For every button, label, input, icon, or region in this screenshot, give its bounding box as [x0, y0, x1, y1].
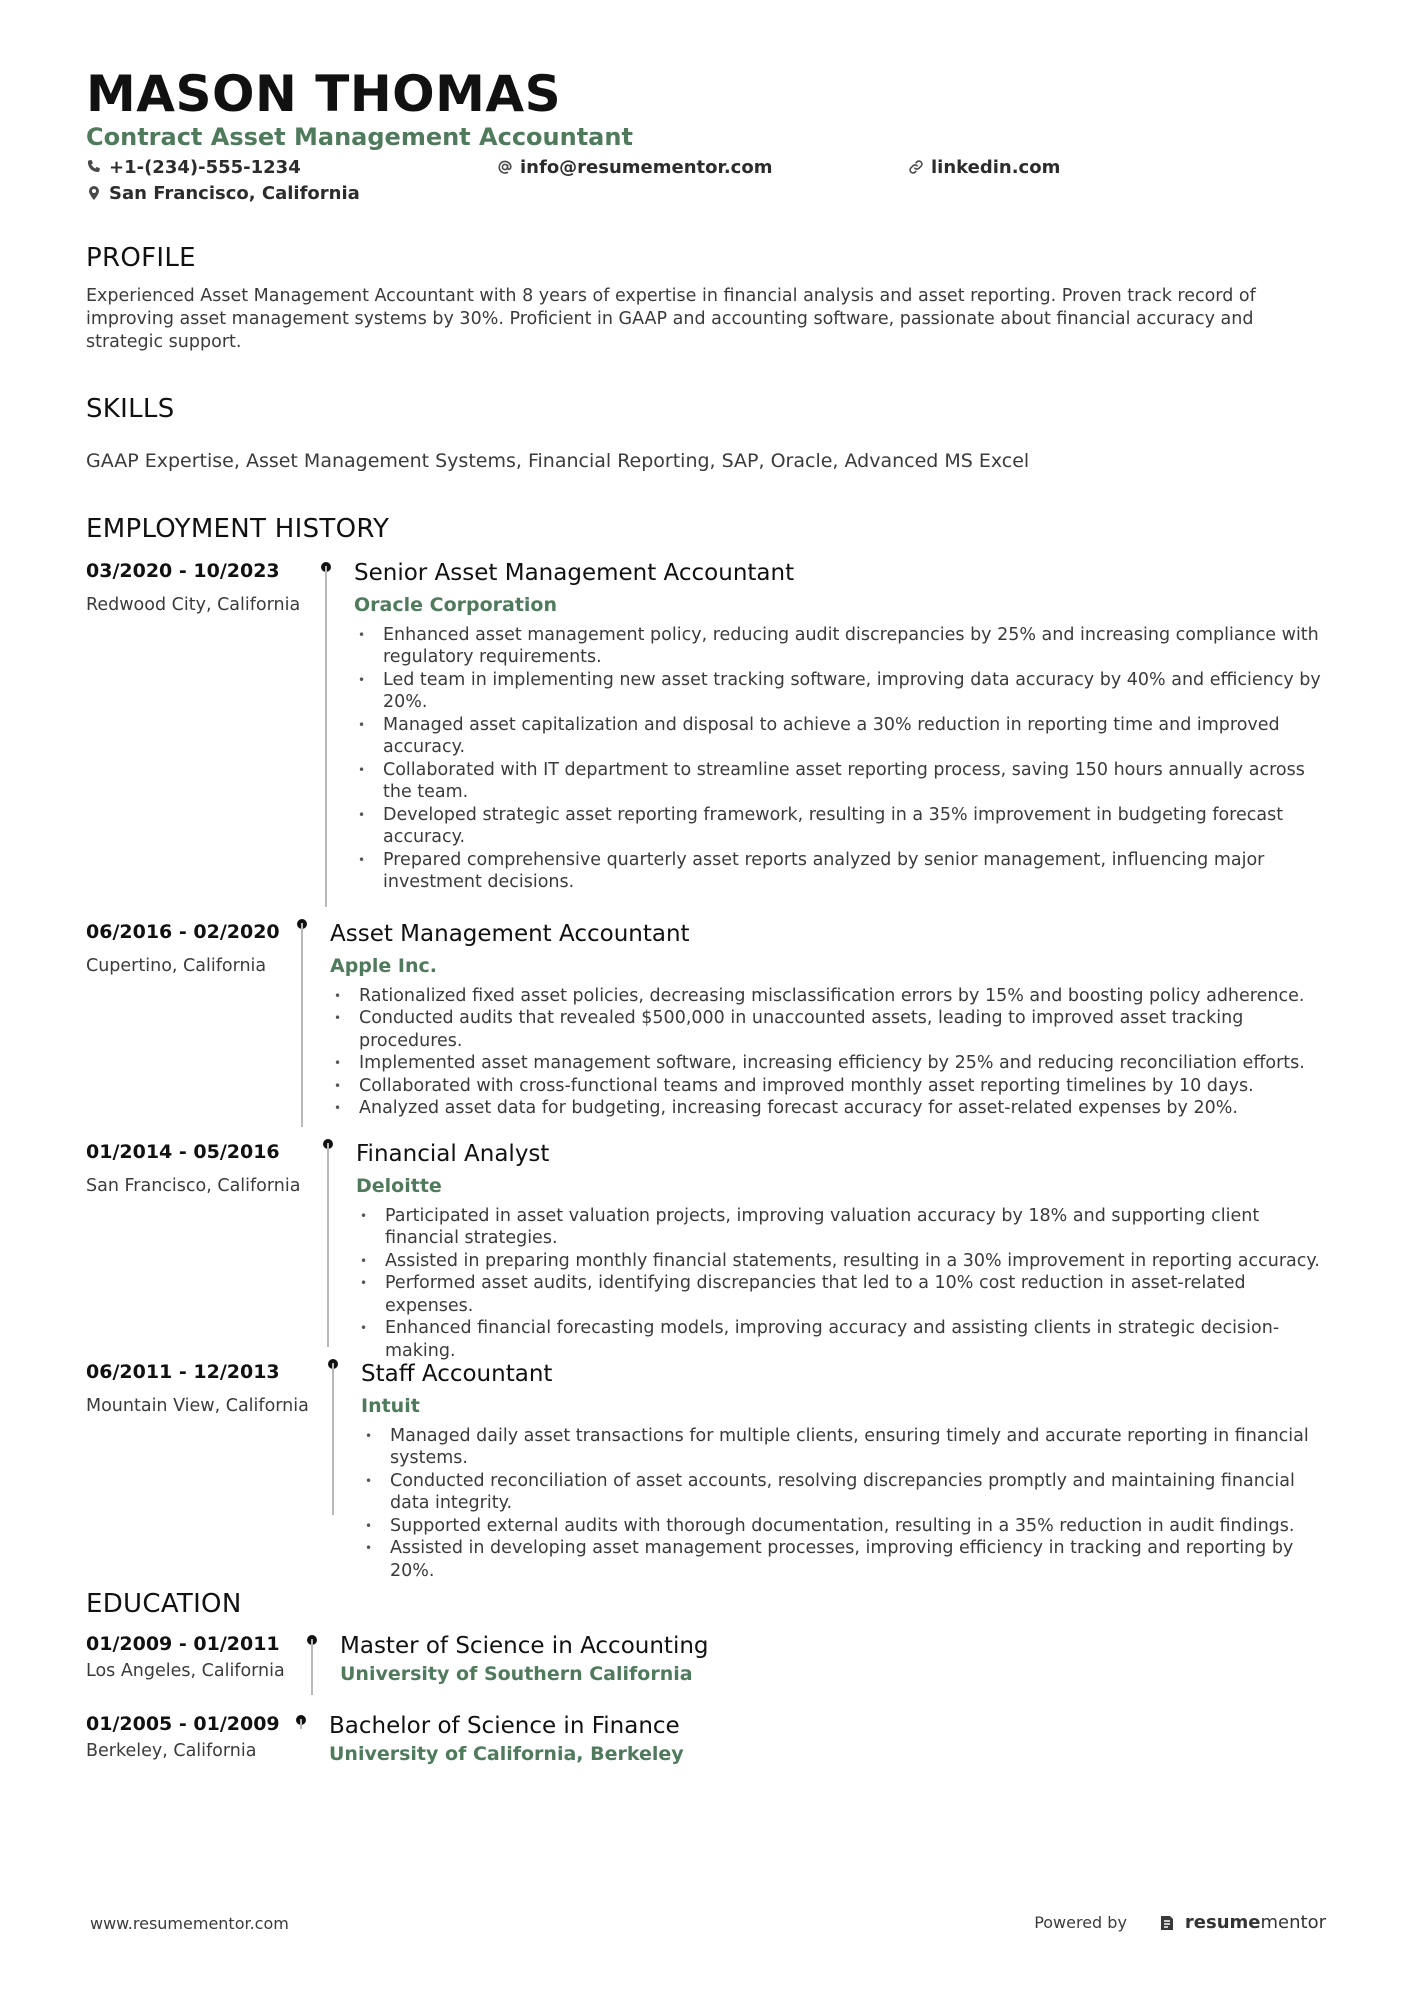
job-entry: [86, 558, 1326, 911]
job-location: Redwood City, California: [86, 594, 301, 615]
email-text: info@resumementor.com: [520, 156, 773, 178]
candidate-title: Contract Asset Management Accountant: [86, 122, 633, 151]
phone-contact: [86, 157, 301, 178]
job-achievements: [356, 1205, 1326, 1363]
company-name: Oracle Corporation: [354, 593, 558, 616]
job-title: Financial Analyst: [356, 1140, 550, 1167]
job-achievements: [361, 1425, 1326, 1583]
profile-text: Experienced Asset Management Accountant with 8 years of expertise in financial analysis and asset reporting. Proven track record of improving asset management systems by 30%. Proficient in GAAP and accounting software, passionate about financial accuracy and strategic support.: [86, 285, 1256, 352]
job-title: Staff Accountant: [361, 1360, 553, 1387]
education-dates: 01/2009 - 01/2011: [86, 1632, 280, 1655]
powered-by-label: Powered by: [1034, 1913, 1127, 1932]
link-icon: [908, 159, 924, 175]
list-item: • Rationalized fixed asset policies, decreasing misclassification errors by 15% and boosting policy adherence.: [330, 985, 1326, 1008]
job-location: Mountain View, California: [86, 1395, 309, 1416]
job-location: Cupertino, California: [86, 955, 267, 976]
education-location: Los Angeles, California: [86, 1660, 285, 1681]
list-item: • Analyzed asset data for budgeting, increasing forecast accuracy for asset-related expenses by 20%.: [330, 1097, 1326, 1120]
resumementor-logo-icon: [1159, 1914, 1175, 1932]
list-item: • Collaborated with IT department to streamline asset reporting process, saving 150 hours annually across the team.: [354, 759, 1326, 804]
company-name: Deloitte: [356, 1174, 442, 1197]
school-name: University of California, Berkeley: [329, 1742, 684, 1765]
skills-text: GAAP Expertise, Asset Management Systems, Financial Reporting, SAP, Oracle, Advanced MS Excel: [86, 449, 1030, 472]
brand-name-light: mentor: [1260, 1912, 1326, 1933]
education-entry: [86, 1633, 1326, 1705]
skills-section: [86, 394, 1326, 472]
list-item: • Assisted in developing asset management processes, improving efficiency in tracking and reporting by 20%.: [361, 1537, 1326, 1582]
list-item: • Collaborated with cross-functional teams and improved monthly asset reporting timelines by 10 days.: [330, 1075, 1326, 1098]
list-item: • Developed strategic asset reporting framework, resulting in a 35% improvement in budgeting forecast accuracy.: [354, 804, 1326, 849]
list-item: • Conducted reconciliation of asset accounts, resolving discrepancies promptly and maintaining financial data integrity.: [361, 1470, 1326, 1515]
brand-name-bold: resume: [1184, 1912, 1261, 1933]
employment-heading: EMPLOYMENT HISTORY: [86, 513, 390, 544]
list-item: • Prepared comprehensive quarterly asset reports analyzed by senior management, influencing major investment decisions.: [354, 849, 1326, 894]
education-section: [86, 1589, 1326, 1785]
education-dates: 01/2005 - 01/2009: [86, 1712, 280, 1735]
degree-title: Master of Science in Accounting: [340, 1632, 709, 1659]
map-pin-icon: [86, 185, 102, 201]
timeline-line: [325, 566, 327, 907]
at-sign-icon: [497, 159, 513, 175]
location-text: San Francisco, California: [109, 182, 360, 204]
linkedin-contact[interactable]: [908, 157, 1060, 178]
timeline-line: [327, 1143, 329, 1347]
candidate-name: MASON THOMAS: [86, 65, 562, 123]
profile-heading: PROFILE: [86, 242, 196, 273]
footer-website[interactable]: www.resumementor.com: [90, 1914, 289, 1933]
list-item: • Enhanced financial forecasting models, improving accuracy and assisting clients in strategic decision-making.: [356, 1317, 1326, 1362]
linkedin-text: linkedin.com: [931, 156, 1061, 178]
location-contact: [86, 183, 360, 204]
list-item: • Led team in implementing new asset tracking software, improving data accuracy by 40% and efficiency by 20%.: [354, 669, 1326, 714]
degree-title: Bachelor of Science in Finance: [329, 1712, 680, 1739]
contact-info: [86, 157, 1326, 213]
resume-page: [86, 65, 1326, 1785]
list-item: • Enhanced asset management policy, reducing audit discrepancies by 25% and increasing compliance with regulatory requirements.: [354, 624, 1326, 669]
education-heading: EDUCATION: [86, 1588, 242, 1619]
job-title: Asset Management Accountant: [330, 920, 690, 947]
timeline-line: [300, 1719, 302, 1729]
job-achievements: [354, 624, 1326, 894]
list-item: • Conducted audits that revealed $500,000 in unaccounted assets, leading to improved asset tracking procedures.: [330, 1007, 1326, 1052]
job-entry: [86, 919, 1326, 1131]
job-dates: 06/2011 - 12/2013: [86, 1360, 280, 1383]
job-dates: 06/2016 - 02/2020: [86, 920, 280, 943]
job-achievements: [330, 985, 1326, 1120]
school-name: University of Southern California: [340, 1662, 693, 1685]
job-dates: 01/2014 - 05/2016: [86, 1140, 280, 1163]
job-entry: [86, 1359, 1326, 1581]
list-item: • Supported external audits with thorough documentation, resulting in a 35% reduction in audit findings.: [361, 1515, 1326, 1538]
list-item: • Performed asset audits, identifying discrepancies that led to a 10% cost reduction in asset-related expenses.: [356, 1272, 1326, 1317]
education-entry: [86, 1713, 1326, 1785]
list-item: • Participated in asset valuation projects, improving valuation accuracy by 18% and supporting client financial strategies.: [356, 1205, 1326, 1250]
list-item: • Assisted in preparing monthly financial statements, resulting in a 30% improvement in reporting accuracy.: [356, 1250, 1326, 1273]
timeline-line: [301, 923, 303, 1127]
list-item: • Implemented asset management software, increasing efficiency by 25% and reducing reconciliation efforts.: [330, 1052, 1326, 1075]
list-item: • Managed daily asset transactions for multiple clients, ensuring timely and accurate reporting in financial systems.: [361, 1425, 1326, 1470]
job-dates: 03/2020 - 10/2023: [86, 559, 280, 582]
employment-section: [86, 513, 1326, 1581]
footer-branding: [1034, 1912, 1326, 1933]
phone-text: +1-(234)-555-1234: [109, 156, 301, 178]
job-location: San Francisco, California: [86, 1175, 301, 1196]
company-name: Intuit: [361, 1394, 420, 1417]
skills-heading: SKILLS: [86, 393, 175, 424]
email-contact[interactable]: [497, 157, 772, 178]
education-location: Berkeley, California: [86, 1740, 257, 1761]
job-title: Senior Asset Management Accountant: [354, 559, 795, 586]
brand-name[interactable]: [1185, 1912, 1326, 1933]
profile-section: [86, 243, 1326, 354]
list-item: • Managed asset capitalization and disposal to achieve a 30% reduction in reporting time and improved accuracy.: [354, 714, 1326, 759]
company-name: Apple Inc.: [330, 954, 437, 977]
timeline-line: [311, 1639, 313, 1695]
job-entry: [86, 1139, 1326, 1361]
timeline-line: [332, 1363, 334, 1515]
phone-icon: [86, 159, 102, 175]
